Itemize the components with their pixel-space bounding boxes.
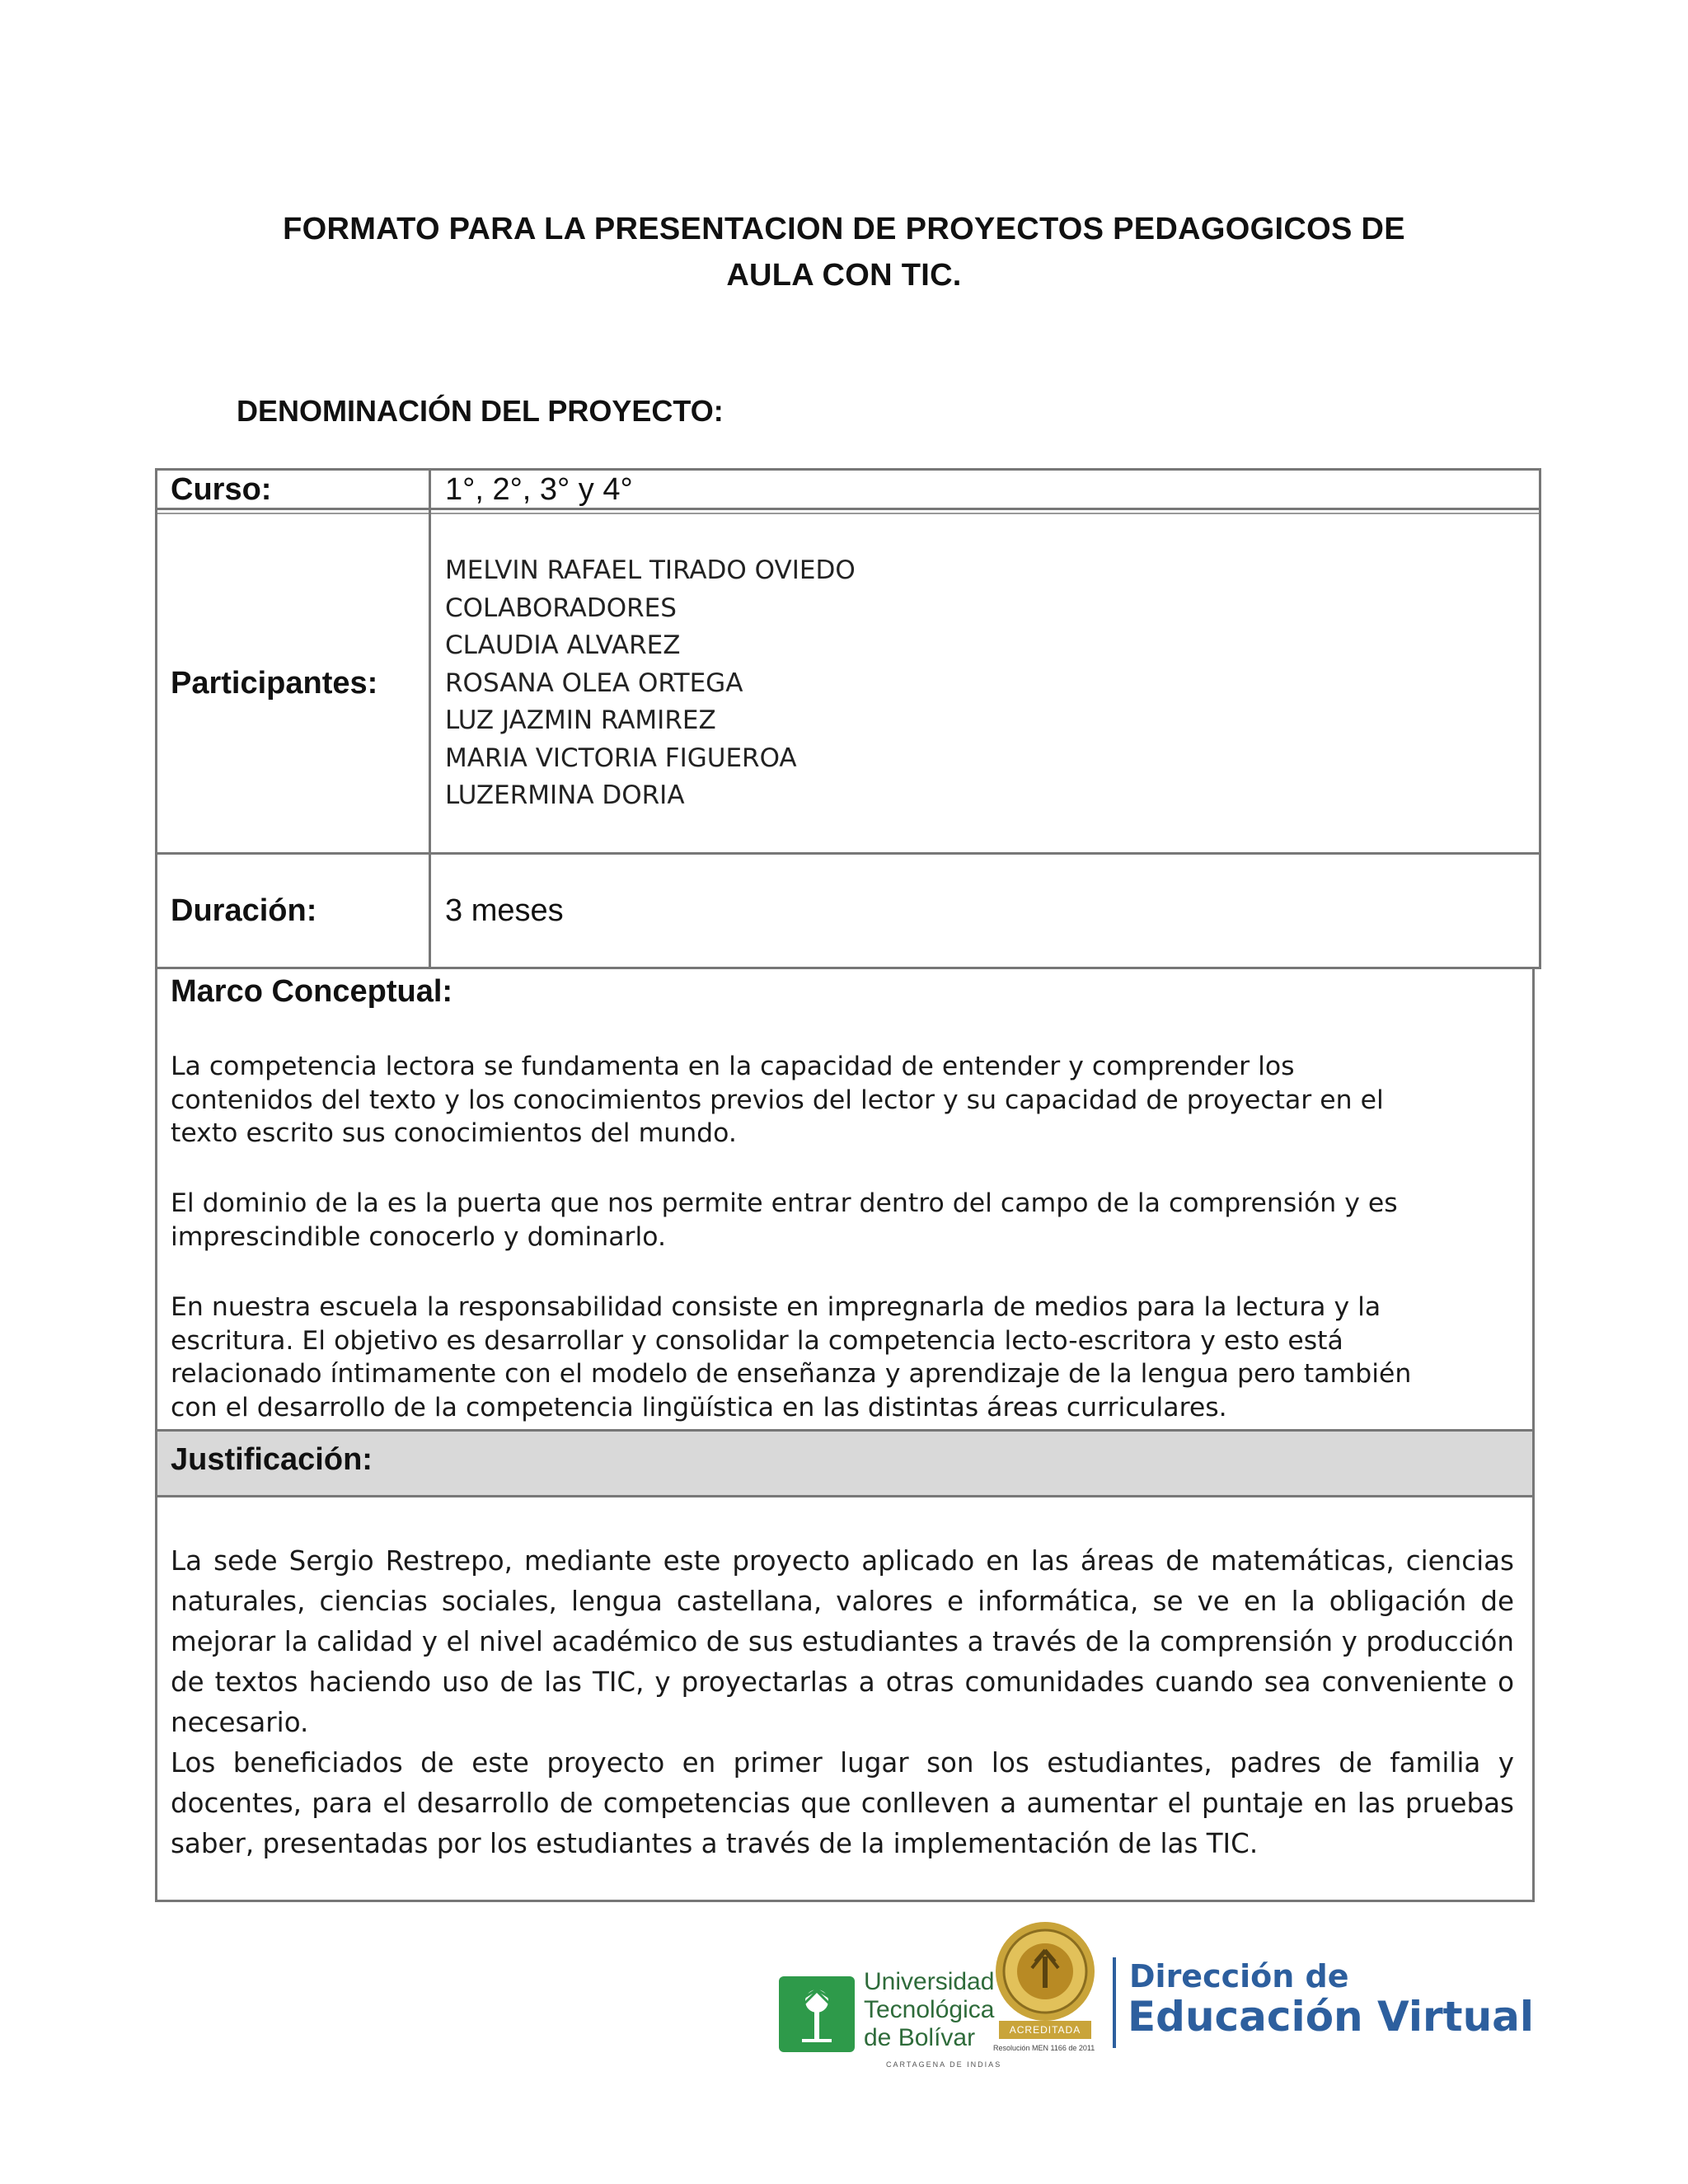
- participant-name: LUZERMINA DORIA: [445, 780, 685, 810]
- dev-line-1: Dirección de: [1129, 1958, 1349, 1994]
- text-line: escritura. El objetivo es desarrollar y consolidar la competencia lecto-escritora y esto está: [171, 1325, 1343, 1356]
- title-line-1: FORMATO PARA LA PRESENTACION DE PROYECTOS PEDAGOGICOS DE: [283, 212, 1405, 246]
- justificacion-label: Justificación:: [171, 1442, 373, 1477]
- divider: [1113, 1957, 1116, 2048]
- utb-name: [864, 1968, 994, 2052]
- marco-paragraph-1: [171, 1050, 1522, 1151]
- utb-line-1: Universidad: [864, 1968, 995, 1995]
- text-line: con el desarrollo de la competencia lingüística en las distintas áreas curriculares.: [171, 1392, 1227, 1422]
- justificacion-paragraph-1: La sede Sergio Restrepo, mediante este proyecto aplicado en las áreas de matemáticas, ciencias naturales, ciencias sociales, lengua castellana, valores e informática, se ve en la obligación de mejorar la calidad y el nivel académico de sus estudiantes a través de la comprensión y producción de textos haciendo uso de las TIC, y proyectarlas a otras comunidades cuando sea conveniente o necesario.: [171, 1545, 1514, 1738]
- text-line: La competencia lectora se fundamenta en la capacidad de entender y comprender los: [171, 1052, 1295, 1081]
- text-line: El dominio de la es la puerta que nos permite entrar dentro del campo de la comprensión y es: [171, 1188, 1398, 1218]
- participant-name: MELVIN RAFAEL TIRADO OVIEDO: [445, 555, 856, 585]
- utb-palm-logo-icon: [779, 1976, 855, 2052]
- marco-conceptual-label: Marco Conceptual:: [171, 974, 453, 1009]
- justificacion-body: [171, 1541, 1514, 1864]
- participant-list: [445, 552, 856, 815]
- text-line: texto escrito sus conocimientos del mundo.: [171, 1118, 737, 1148]
- text-line: relacionado íntimamente con el modelo de enseñanza y aprendizaje de la lengua pero también: [171, 1359, 1412, 1389]
- utb-city: CARTAGENA DE INDIAS: [886, 2060, 1002, 2069]
- document-title: [0, 206, 1688, 298]
- participant-name: MARIA VICTORIA FIGUEROA: [445, 743, 797, 773]
- project-heading: DENOMINACIÓN DEL PROYECTO:: [237, 394, 724, 428]
- duracion-label: Duración:: [171, 893, 317, 928]
- seal-resolution: Resolución MEN 1166 de 2011: [993, 2044, 1095, 2052]
- utb-line-2: Tecnológica: [864, 1996, 995, 2023]
- marco-paragraph-3: [171, 1291, 1522, 1424]
- title-line-2: AULA CON TIC.: [726, 258, 962, 293]
- text-line: imprescindible conocerlo y dominarlo.: [171, 1221, 666, 1252]
- participant-name: ROSANA OLEA ORTEGA: [445, 668, 743, 698]
- participant-name: COLABORADORES: [445, 593, 677, 623]
- curso-value: 1°, 2°, 3° y 4°: [445, 472, 633, 507]
- justificacion-paragraph-2: Los beneficiados de este proyecto en primer lugar son los estudiantes, padres de familia y docentes, para el desarrollo de competencias que conlleven a aumentar el puntaje en las pruebas saber, presentadas por los estudiantes a través de la implementación de las TIC.: [171, 1747, 1514, 1859]
- dev-line-2: Educación Virtual: [1128, 1993, 1535, 2041]
- duracion-value: 3 meses: [445, 893, 564, 928]
- participant-name: CLAUDIA ALVAREZ: [445, 630, 681, 660]
- participant-name: LUZ JAZMIN RAMIREZ: [445, 705, 716, 735]
- marco-paragraph-2: [171, 1187, 1522, 1254]
- text-line: contenidos del texto y los conocimientos previos del lector y su capacidad de proyectar en el: [171, 1085, 1384, 1115]
- seal-label: ACREDITADA: [999, 2021, 1091, 2039]
- participantes-label: Participantes:: [171, 666, 378, 701]
- accreditation-seal-icon: [994, 1920, 1096, 2022]
- utb-line-3: de Bolívar: [864, 2024, 976, 2051]
- curso-label: Curso:: [171, 472, 272, 507]
- text-line: En nuestra escuela la responsabilidad consiste en impregnarla de medios para la lectura y la: [171, 1292, 1381, 1322]
